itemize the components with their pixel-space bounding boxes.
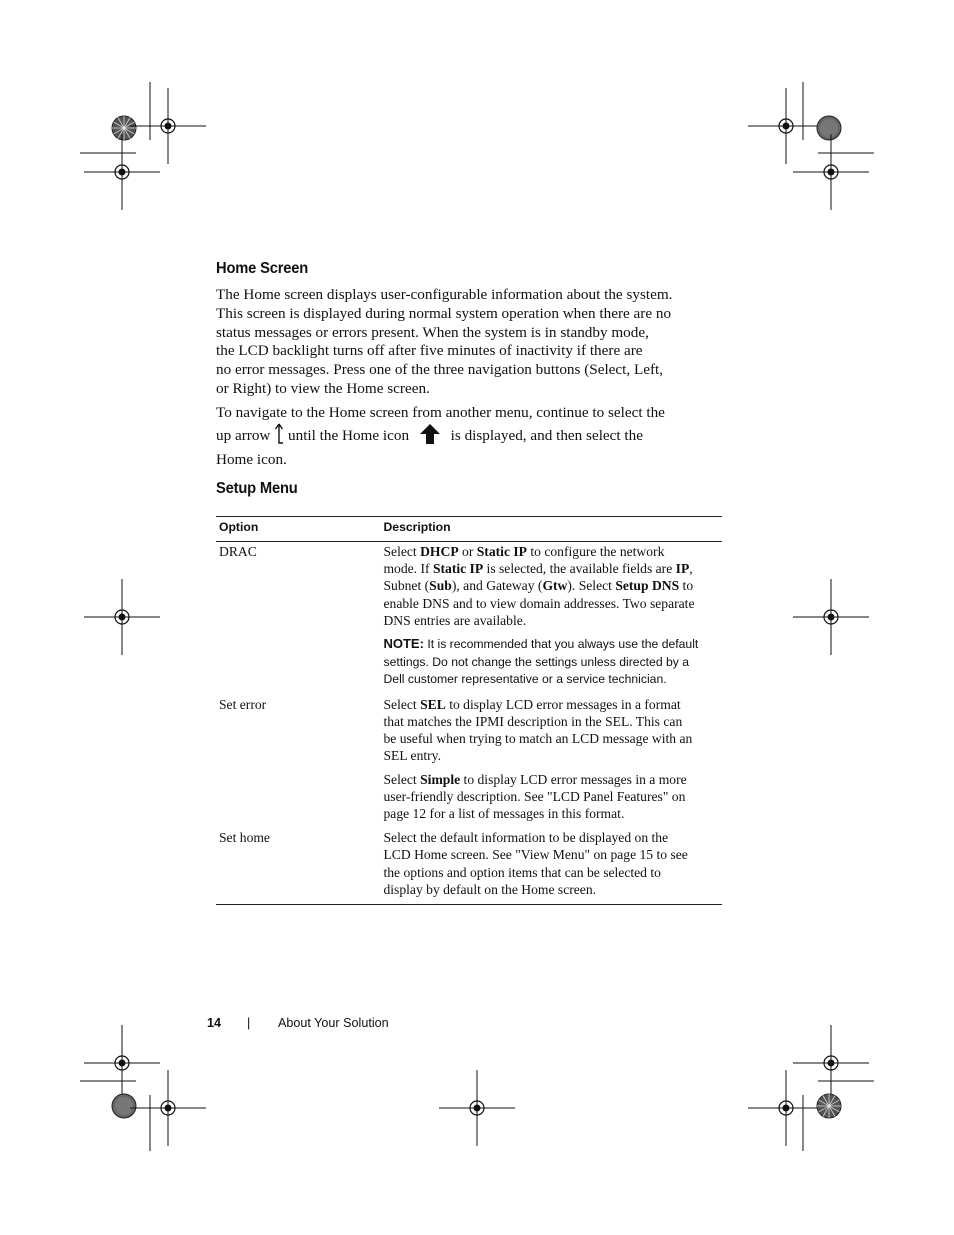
- description-cell: [380, 828, 722, 904]
- description-line: Select DHCP or Static IP to configure the network: [383, 544, 665, 559]
- description-line: status messages or errors present. When the system is in standby mode,: [216, 323, 649, 341]
- description-paragraph: [383, 542, 722, 635]
- nav-text-line: Home icon.: [216, 450, 287, 468]
- description-line: The Home screen displays user-configurable information about the system.: [216, 286, 673, 303]
- up-arrow-icon: [274, 423, 284, 451]
- option-keyword: Static IP: [432, 561, 484, 577]
- description-line: Select the default information to be displayed on the: [383, 830, 669, 846]
- description-line: no error messages. Press one of the three navigation buttons (Select, Left,: [216, 361, 664, 379]
- option-keyword: Static IP: [476, 544, 527, 559]
- description-line: Select SEL to display LCD error messages in a format: [383, 696, 681, 712]
- setup-menu-heading: Setup Menu: [216, 480, 298, 497]
- nav-text-fragment: up arrow: [216, 426, 271, 444]
- page-number: 14: [207, 1016, 222, 1030]
- description-line: that matches the IPMI description in the SEL. This can: [383, 714, 683, 729]
- option-keyword: IP: [675, 561, 690, 577]
- note-label: NOTE:: [383, 636, 424, 652]
- description-line: Subnet (Sub), and Gateway (Gtw). Select Setup DNS to: [383, 578, 694, 594]
- option-cell: Set error: [219, 696, 267, 712]
- setup-menu-table: [216, 516, 722, 905]
- home-icon: [419, 423, 441, 451]
- description-line: DNS entries are available.: [383, 612, 527, 628]
- home-screen-navigation-text: [216, 404, 716, 469]
- option-cell: Set home: [216, 828, 380, 904]
- description-line: Select Simple to display LCD error messages in a more: [383, 771, 687, 787]
- description-line: enable DNS and to view domain addresses. Two separate: [383, 595, 695, 611]
- description-line: the options and option items that can be selected to: [383, 864, 661, 880]
- column-header-description: Description: [380, 517, 722, 542]
- description-line: the LCD backlight turns off after five minutes of inactivity if there are: [216, 342, 643, 360]
- description-line: page 12 for a list of messages in this format.: [383, 806, 625, 822]
- option-keyword: Gtw: [542, 578, 568, 594]
- footer-section-title: About Your Solution: [278, 1016, 389, 1030]
- description-line: user-friendly description. See "LCD Panel Features" on: [383, 788, 686, 804]
- description-line: SEL entry.: [383, 748, 441, 764]
- nav-text-fragment: is displayed, and then select the: [450, 426, 643, 444]
- description-paragraph: [383, 828, 722, 904]
- option-keyword: Sub: [429, 578, 452, 594]
- description-line: LCD Home screen. See "View Menu" on page 15 to see: [383, 847, 688, 863]
- option-keyword: Simple: [420, 771, 461, 787]
- description-line: mode. If Static IP is selected, the available fields are IP,: [383, 561, 693, 577]
- description-line: display by default on the Home screen.: [383, 881, 597, 897]
- table-row: [216, 542, 722, 695]
- home-screen-description: [216, 286, 716, 399]
- description-paragraph: [383, 771, 722, 829]
- option-cell: DRAC: [219, 544, 257, 559]
- description-line: or Right) to view the Home screen.: [216, 379, 430, 397]
- nav-text-fragment: until the Home icon: [288, 426, 410, 444]
- note-block: NOTE: It is recommended that you always use the default settings. Do not change the settings unless directed by a Dell customer representative or a service technician.: [383, 636, 699, 687]
- description-paragraph: [383, 695, 722, 771]
- description-cell: [380, 542, 722, 695]
- option-keyword: Setup DNS: [615, 578, 680, 594]
- home-screen-heading: Home Screen: [216, 260, 309, 277]
- nav-text-line: To navigate to the Home screen from another menu, continue to select the: [216, 404, 665, 421]
- table-row: [216, 695, 722, 828]
- option-keyword: SEL: [420, 696, 446, 712]
- description-cell: [380, 695, 722, 828]
- table-row: [216, 828, 722, 904]
- option-keyword: DHCP: [420, 544, 459, 559]
- description-line: This screen is displayed during normal system operation when there are no: [216, 304, 672, 322]
- description-line: be useful when trying to match an LCD message with an: [383, 731, 693, 747]
- column-header-option: Option: [216, 517, 380, 542]
- footer-separator: |: [247, 1016, 251, 1030]
